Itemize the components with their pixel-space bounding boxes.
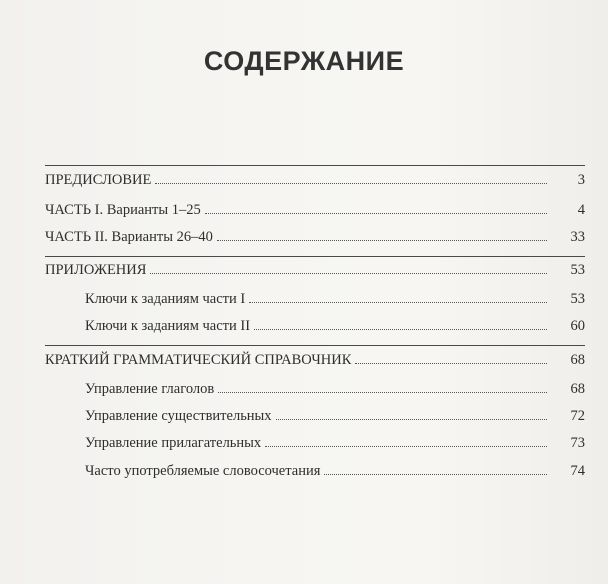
- toc-entry-label: Ключи к заданиям части I: [85, 291, 246, 307]
- dot-leader: [324, 474, 547, 475]
- toc-entry-label: ПРИЛОЖЕНИЯ: [45, 262, 147, 278]
- toc-entry-page: 3: [577, 172, 585, 188]
- dot-leader: [217, 240, 547, 241]
- toc-entry: [85, 380, 585, 398]
- toc-entry: [45, 228, 585, 246]
- toc-entry: [85, 317, 585, 335]
- page-title: СОДЕРЖАНИЕ: [203, 46, 405, 76]
- toc-entry: [45, 171, 585, 189]
- dot-leader: [205, 213, 547, 214]
- toc-entry: [85, 407, 585, 425]
- toc-entry: [45, 261, 585, 279]
- toc-entry-label: ЧАСТЬ II. Варианты 26–40: [45, 229, 213, 245]
- divider: [45, 256, 585, 257]
- toc-entry-label: Управление глаголов: [85, 381, 215, 397]
- dot-leader: [150, 273, 547, 274]
- dot-leader: [155, 183, 547, 184]
- toc-entry-page: 68: [570, 381, 585, 397]
- dot-leader: [276, 419, 547, 420]
- toc-entry: [45, 351, 585, 369]
- dot-leader: [218, 392, 547, 393]
- toc-entry-page: 53: [570, 262, 585, 278]
- toc-entry-page: 73: [570, 435, 585, 451]
- toc-entry-label: Часто употребляемые словосочетания: [85, 463, 321, 479]
- dot-leader: [254, 329, 547, 330]
- divider: [45, 165, 585, 166]
- toc-entry-page: 33: [570, 229, 585, 245]
- toc-entry: [85, 462, 585, 480]
- toc-entry-page: 53: [570, 291, 585, 307]
- dot-leader: [355, 363, 547, 364]
- toc-entry-label: ПРЕДИСЛОВИЕ: [45, 172, 152, 188]
- toc-entry-page: 68: [570, 352, 585, 368]
- toc-entry: [45, 201, 585, 219]
- toc-entry-page: 74: [570, 463, 585, 479]
- toc-entry-label: Управление существительных: [85, 408, 272, 424]
- dot-leader: [265, 446, 547, 447]
- toc-entry-label: ЧАСТЬ I. Варианты 1–25: [45, 202, 201, 218]
- toc-entry-page: 60: [570, 318, 585, 334]
- toc-entry-label: КРАТКИЙ ГРАММАТИЧЕСКИЙ СПРАВОЧНИК: [45, 352, 352, 368]
- toc-entry-label: Управление прилагательных: [85, 435, 262, 451]
- toc-entry-page: 72: [570, 408, 585, 424]
- toc-entry-page: 4: [577, 202, 585, 218]
- divider: [45, 345, 585, 346]
- toc-entry: [85, 434, 585, 452]
- toc-entry: [85, 290, 585, 308]
- dot-leader: [249, 302, 547, 303]
- toc-entry-label: Ключи к заданиям части II: [85, 318, 251, 334]
